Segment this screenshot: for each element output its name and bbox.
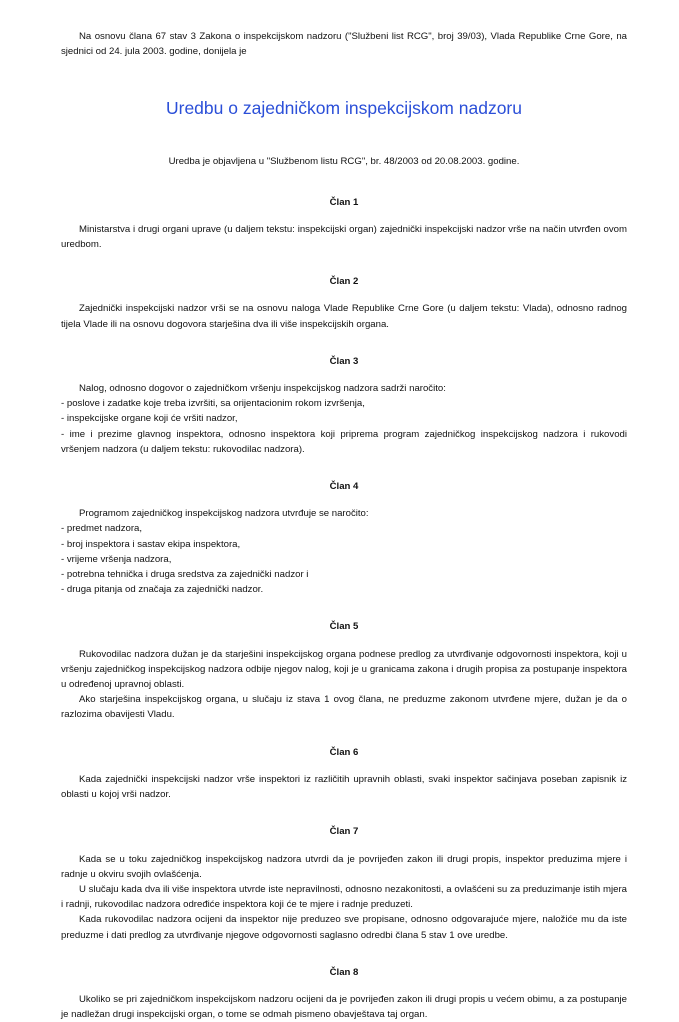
article-heading: Član 4 xyxy=(329,481,359,493)
list-item: - potrebna tehnička i druga sredstva za zajednički nadzor i xyxy=(61,569,309,581)
article-heading: Član 2 xyxy=(329,276,359,288)
article-2 xyxy=(61,274,627,332)
article-heading: Član 8 xyxy=(329,966,359,978)
article-paragraph: Rukovodilac nadzora dužan je da starješini inspekcijskog organa podnese predlog za utvrđivanje odgovornosti inspektora, koji u vršenju zajedničkog inspekcijskog nadzora odbije njegov nalog, koji je u granicama zakona i drugih propisa za postupanje inspektora u određenoj upravnoj oblasti. xyxy=(61,648,627,691)
article-paragraph: Kada zajednički inspekcijski nadzor vrše inspektori iz različitih upravnih oblasti, svaki inspektor sačinjava poseban zapisnik iz oblasti u kojoj vrši nadzor. xyxy=(61,773,627,801)
article-3 xyxy=(61,354,627,457)
article-list xyxy=(61,396,627,457)
article-heading: Član 3 xyxy=(329,355,359,367)
article-paragraph: Zajednički inspekcijski nadzor vrši se na osnovu naloga Vlade Republike Crne Gore (u daljem tekstu: Vlada), odnosno radnog tijela Vlade ili na osnovu dogovora starješina dva ili više inspekcijskih organa. xyxy=(61,303,627,330)
list-item: - predmet nadzora, xyxy=(61,523,143,535)
publication-note: Uredba je objavljena u "Službenom listu RCG", br. 48/2003 od 20.08.2003. godine. xyxy=(168,156,520,168)
list-item: - broj inspektora i sastav ekipa inspektora, xyxy=(61,538,241,550)
article-heading: Član 5 xyxy=(329,621,359,633)
article-paragraph: U slučaju kada dva ili više inspektora utvrde iste nepravilnosti, odnosno nezakonitosti, a ovlašćeni su za preduzimanje istih mjera i radnji, rukovodilac nadzora određiće inspektora koji će te mjere i radnje preduzeti. xyxy=(61,883,627,911)
article-paragraph: Kada rukovodilac nadzora ocijeni da inspektor nije preduzeo sve propisane, odnosno odgovarajuće mjere, naložiće mu da iste preduzme i dati predlog za utvrđivanje njegove odgovornosti saglasno odredbi člana 5 stav 1 ove uredbe. xyxy=(61,914,627,941)
article-paragraph: Ukoliko se pri zajedničkom inspekcijskom nadzoru ocijeni da je povrijeđen zakon ili drugi propis u većem obimu, a za postupanje je nadležan drugi inspekcijski organ, o tome se odmah pismeno obavještava taj organ. xyxy=(61,993,627,1021)
articles-container xyxy=(61,195,627,1022)
article-paragraph: Nalog, odnosno dogovor o zajedničkom vršenju inspekcijskog nadzora sadrži naročito: xyxy=(79,383,446,395)
article-4 xyxy=(61,479,627,597)
article-paragraph: Ministarstva i drugi organi uprave (u daljem tekstu: inspekcijski organ) zajednički inspekcijski nadzor vrše na način utvrđen ovom uredbom. xyxy=(61,223,627,251)
article-list xyxy=(61,521,627,597)
list-item: - poslove i zadatke koje treba izvršiti, sa orijentacionim rokom izvršenja, xyxy=(61,398,365,410)
list-item: - inspekcijske organe koji će vršiti nadzor, xyxy=(61,413,238,425)
article-paragraph: Kada se u toku zajedničkog inspekcijskog nadzora utvrdi da je povrijeđen zakon ili drugi propis, inspektor preduzima mjere i radnje u okviru svojih ovlašćenja. xyxy=(61,853,627,880)
list-item: - vrijeme vršenja nadzora, xyxy=(61,553,172,565)
article-6 xyxy=(61,745,627,803)
article-8 xyxy=(61,965,627,1022)
article-5 xyxy=(61,619,627,722)
article-heading: Član 7 xyxy=(329,826,359,838)
preamble: Na osnovu člana 67 stav 3 Zakona o inspekcijskom nadzoru ("Službeni list RCG", broj 39/03), Vlada Republike Crne Gore, na sjednici od 24. jula 2003. godine, donijela je xyxy=(61,31,627,58)
article-heading: Član 6 xyxy=(329,746,359,758)
document-title: Uredbu o zajedničkom inspekcijskom nadzoru xyxy=(165,98,522,119)
list-item: - druga pitanja od značaja za zajednički nadzor. xyxy=(61,584,264,596)
article-heading: Član 1 xyxy=(329,196,359,208)
article-paragraph: Ako starješina inspekcijskog organa, u slučaju iz stava 1 ovog člana, ne preduzme zakonom utvrđene mjere, dužan je da o razlozima obavijesti Vladu. xyxy=(61,694,627,721)
article-1 xyxy=(61,195,627,253)
article-paragraph: Programom zajedničkog inspekcijskog nadzora utvrđuje se naročito: xyxy=(79,508,369,520)
list-item: - ime i prezime glavnog inspektora, odnosno inspektora koji priprema program zajedničkog inspekcijskog nadzora i rukovodi vršenjem nadzora (u daljem tekstu: rukovodilac nadzora). xyxy=(61,428,627,455)
article-7 xyxy=(61,824,627,942)
